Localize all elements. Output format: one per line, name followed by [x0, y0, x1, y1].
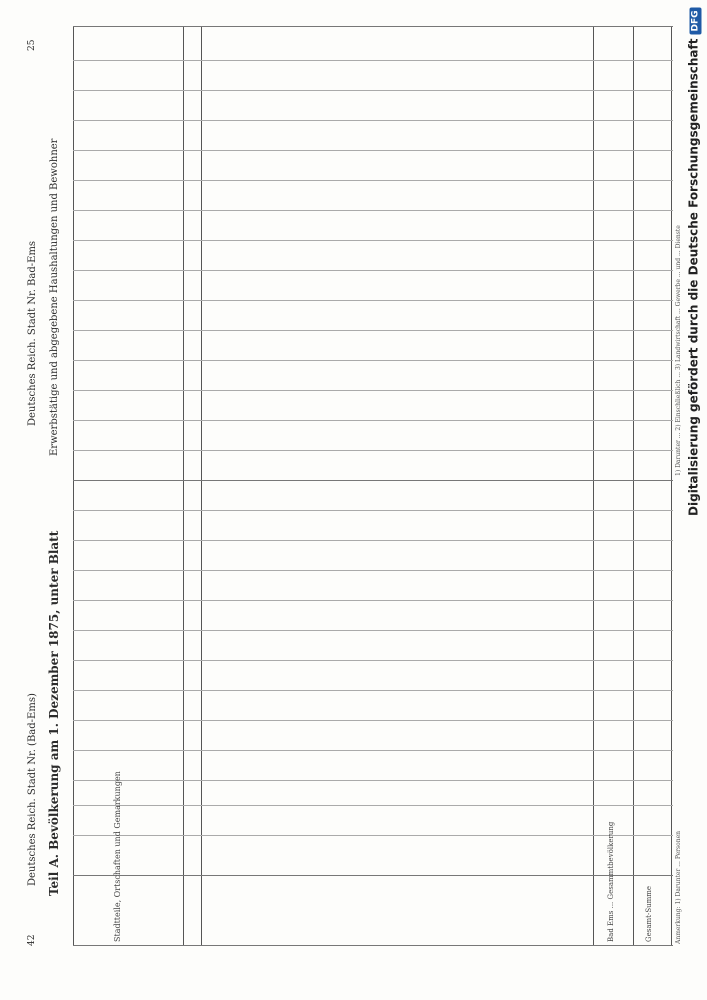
page-number-left: 42	[27, 934, 37, 946]
right-header: Deutsches Reich. Stadt Nr. Bad-Ems	[27, 240, 38, 426]
sub-title: Erwerbstätige und abgegebene Haushaltungen und Bewohner	[49, 138, 60, 456]
dfg-logo: DFG	[690, 8, 702, 35]
rotated-table-sheet	[23, 16, 683, 956]
watermark-text: Digitalisierung gefördert durch die Deutsche Forschungsgemeinschaft	[686, 38, 701, 516]
stub-column-label: Stadtteile, Ortschaften und Gemarkungen	[113, 771, 122, 942]
footnote-right: 1) Darunter ... 2) Einschließlich ... 3) Landwirtschaft ... Gewerbe ... und ... Dienste	[675, 225, 682, 476]
main-title: Teil A. Bevölkerung am 1. Dezember 1875, unter Blatt	[47, 530, 61, 896]
footnote-left: Anmerkung: 1) Darunter ... Personen	[675, 830, 682, 944]
left-header: Deutsches Reich. Stadt Nr. (Bad-Ems)	[27, 693, 38, 886]
footer-row-label: Bad Ems ... Gesammtbevölkerung	[607, 821, 615, 942]
dfg-watermark	[685, 8, 703, 888]
footer-total-label: Gesamt-Summe	[645, 885, 653, 942]
page-number-right: 25	[27, 39, 37, 51]
statistics-table	[73, 26, 673, 946]
